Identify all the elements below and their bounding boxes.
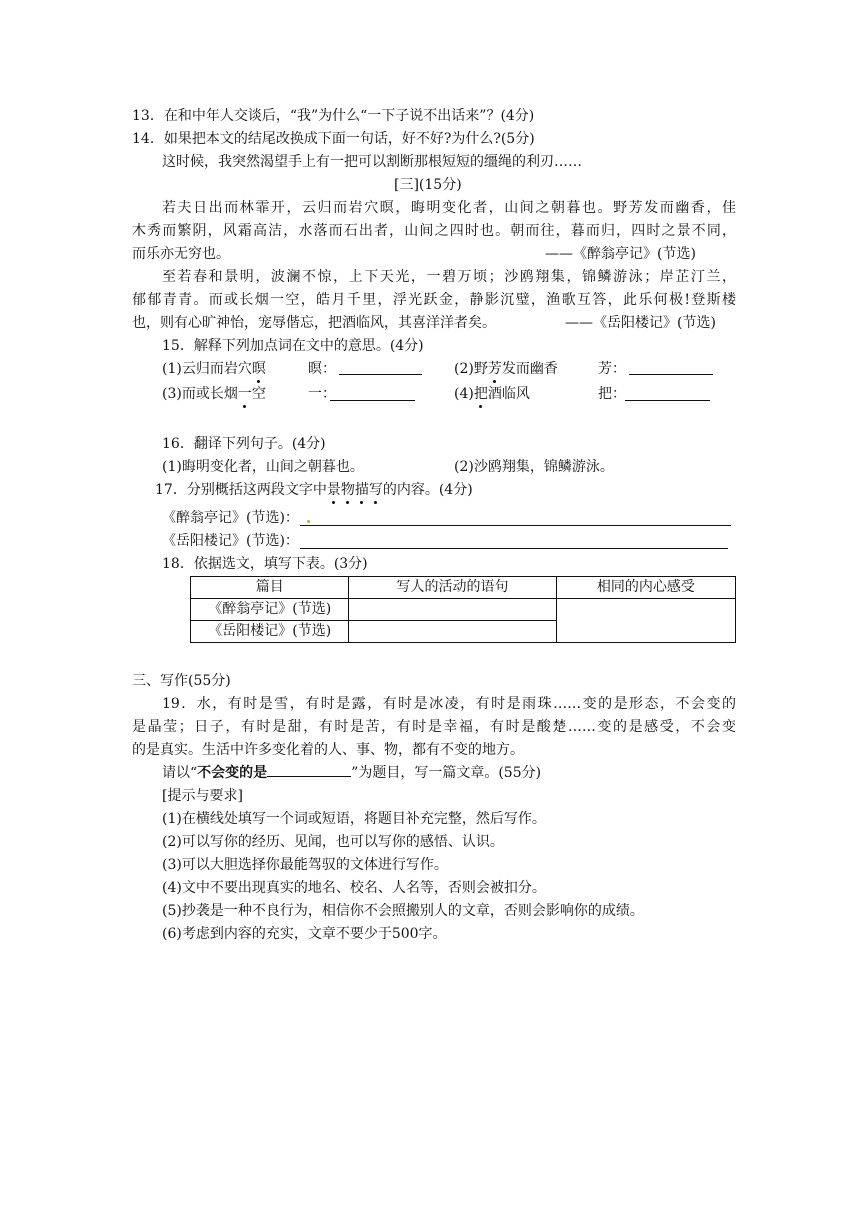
q17-pre: 17．分别概括这两段文字中 — [155, 482, 327, 498]
tip-item: (3)可以大胆选择你最能驾驭的文体进行写作。 — [162, 857, 448, 873]
q15-item-3-word: 一： — [308, 386, 336, 402]
q17-label-b: 《岳阳楼记》(节选)： — [162, 533, 299, 549]
passage-2-line-2: 郁郁青青。而或长烟一空，皓月千里，浮光跃金，静影沉璧，渔歌互答，此乐何极!登斯楼 — [132, 292, 736, 308]
section-3-title: [三](15分) — [394, 177, 462, 193]
table-row — [191, 599, 736, 621]
q16-sentence-1: (1)晦明变化者，山间之朝暮也。 — [162, 459, 364, 475]
q17-label-a: 《醉翁亭记》(节选)： — [162, 510, 299, 526]
q17-dotted — [327, 482, 383, 498]
question-14-quote: 这时候，我突然渴望手上有一把可以割断那根短短的缰绳的利刃…… — [162, 154, 582, 170]
q18-table — [190, 576, 736, 643]
yellow-mark — [307, 520, 310, 523]
passage-1-source: ——《醉翁亭记》(节选) — [545, 246, 696, 262]
table-header: 写人的活动的语句 — [349, 577, 556, 599]
table-answer-cell[interactable] — [349, 621, 556, 643]
passage-2-source: ——《岳阳楼记》(节选) — [565, 315, 716, 331]
question-19-line-2: 是晶莹；日子，有时是甜，有时是苦，有时是幸福，有时是酸楚……变的是感受，不会变 — [132, 719, 736, 735]
table-answer-cell[interactable] — [349, 599, 556, 621]
question-19-line-3: 的是真实。生活中许多变化着的人、事、物，都有不变的地方。 — [132, 742, 524, 758]
q15-answer-blank-1[interactable] — [339, 374, 422, 375]
tip-item: (2)可以写你的经历、见闻，也可以写你的感悟、认识。 — [162, 834, 504, 850]
question-15: 15．解释下列加点词在文中的意思。(4分) — [162, 338, 424, 354]
q15-answer-blank-2[interactable] — [629, 374, 713, 375]
q17-dotted-char: 景 — [326, 482, 341, 498]
question-13: 13．在和中年人交谈后，“我”为什么“一下子说不出话来”？(4分) — [132, 108, 535, 124]
q15-item-2-word: 芳： — [598, 361, 626, 377]
q15-item-1-dotted: 暝 — [251, 361, 266, 377]
q15-answer-blank-4[interactable] — [625, 400, 710, 401]
q17-post: 的内容。(4分) — [382, 482, 473, 498]
table-answer-cell-merged[interactable] — [556, 599, 735, 643]
q15-item-4-post: 酒临风 — [487, 386, 530, 402]
passage-1-line-1: 若夫日出而林霏开，云归而岩穴暝，晦明变化者，山间之朝暮也。野芳发而幽香，佳 — [162, 200, 736, 216]
q17-answer-line-b[interactable] — [300, 548, 728, 549]
passage-2-line-1: 至若春和景明，波澜不惊，上下天光，一碧万顷；沙鸥翔集，锦鳞游泳；岸芷汀兰， — [162, 269, 736, 285]
q19-prompt-pre: 请以“ — [162, 765, 198, 781]
q17-answer-line-a[interactable] — [300, 525, 731, 526]
q15-item-3-post: 空 — [251, 386, 266, 402]
q15-item-1 — [162, 358, 266, 380]
q15-item-2-dotted: 芳 — [487, 361, 502, 377]
q15-item-1-word: 暝： — [308, 361, 336, 377]
tip-item: (1)在横线处填写一个词或短语，将题目补充完整，然后写作。 — [162, 811, 546, 827]
q15-item-3-dotted: 一 — [237, 386, 252, 402]
q15-item-4-word: 把： — [598, 386, 626, 402]
tip-item: (6)考虑到内容的充实，文章不要少于500字。 — [162, 926, 447, 942]
table-row-title: 《醉翁亭记》(节选) — [191, 599, 349, 621]
q19-prompt — [162, 762, 541, 784]
q16-sentence-2: (2)沙鸥翔集，锦鳞游泳。 — [454, 459, 614, 475]
q15-answer-blank-3[interactable] — [330, 400, 415, 401]
title-blank[interactable] — [267, 762, 351, 777]
q15-item-4 — [454, 383, 530, 405]
q17-dotted-char: 物 — [340, 482, 355, 498]
q15-item-1-pre: (1)云归而岩穴 — [162, 361, 252, 377]
table-row-title: 《岳阳楼记》(节选) — [191, 621, 349, 643]
q15-item-3-pre: (3)而或长烟 — [162, 386, 238, 402]
q19-prompt-post: ”为题目，写一篇文章。(55分) — [351, 765, 542, 781]
q17-dotted-char: 描 — [354, 482, 369, 498]
q19-prompt-bold: 不会变的是 — [197, 765, 268, 781]
passage-1-line-2: 木秀而繁阴，风霜高洁，水落而石出者，山间之四时也。朝而往，暮而归，四时之景不同， — [132, 223, 736, 239]
q15-item-4-dotted: 把 — [473, 386, 488, 402]
q17-dotted-char: 写 — [368, 482, 383, 498]
tip-item: (4)文中不要出现真实的地名、校名、人名等，否则会被扣分。 — [162, 880, 546, 896]
question-14: 14．如果把本文的结尾改换成下面一句话，好不好?为什么?(5分) — [132, 131, 535, 147]
question-18: 18．依据选文，填写下表。(3分) — [162, 556, 368, 572]
passage-1-line-3: 而乐亦无穷也。 — [132, 246, 230, 262]
passage-2-line-3: 也，则有心旷神怡，宠辱偕忘，把酒临风，其喜洋洋者矣。 — [132, 315, 496, 331]
q15-item-2-pre: (2)野 — [454, 361, 488, 377]
q15-item-2 — [454, 358, 558, 380]
tip-item: (5)抄袭是一种不良行为，相信你不会照搬别人的文章，否则会影响你的成绩。 — [162, 903, 644, 919]
q15-item-2-post: 发而幽香 — [501, 361, 558, 377]
tips-title: [提示与要求] — [162, 788, 243, 804]
question-16: 16．翻译下列句子。(4分) — [162, 436, 326, 452]
table-header-row — [191, 577, 736, 599]
table-header: 相同的内心感受 — [556, 577, 735, 599]
table-header: 篇目 — [191, 577, 349, 599]
question-19-line-1: 19．水，有时是雪，有时是露，有时是冰凌，有时是雨珠……变的是形态，不会变的 — [162, 696, 736, 712]
q15-item-3 — [162, 383, 266, 405]
section-writing-title: 三、写作(55分) — [132, 673, 231, 689]
question-17 — [155, 479, 473, 501]
q15-item-4-pre: (4) — [454, 386, 474, 402]
